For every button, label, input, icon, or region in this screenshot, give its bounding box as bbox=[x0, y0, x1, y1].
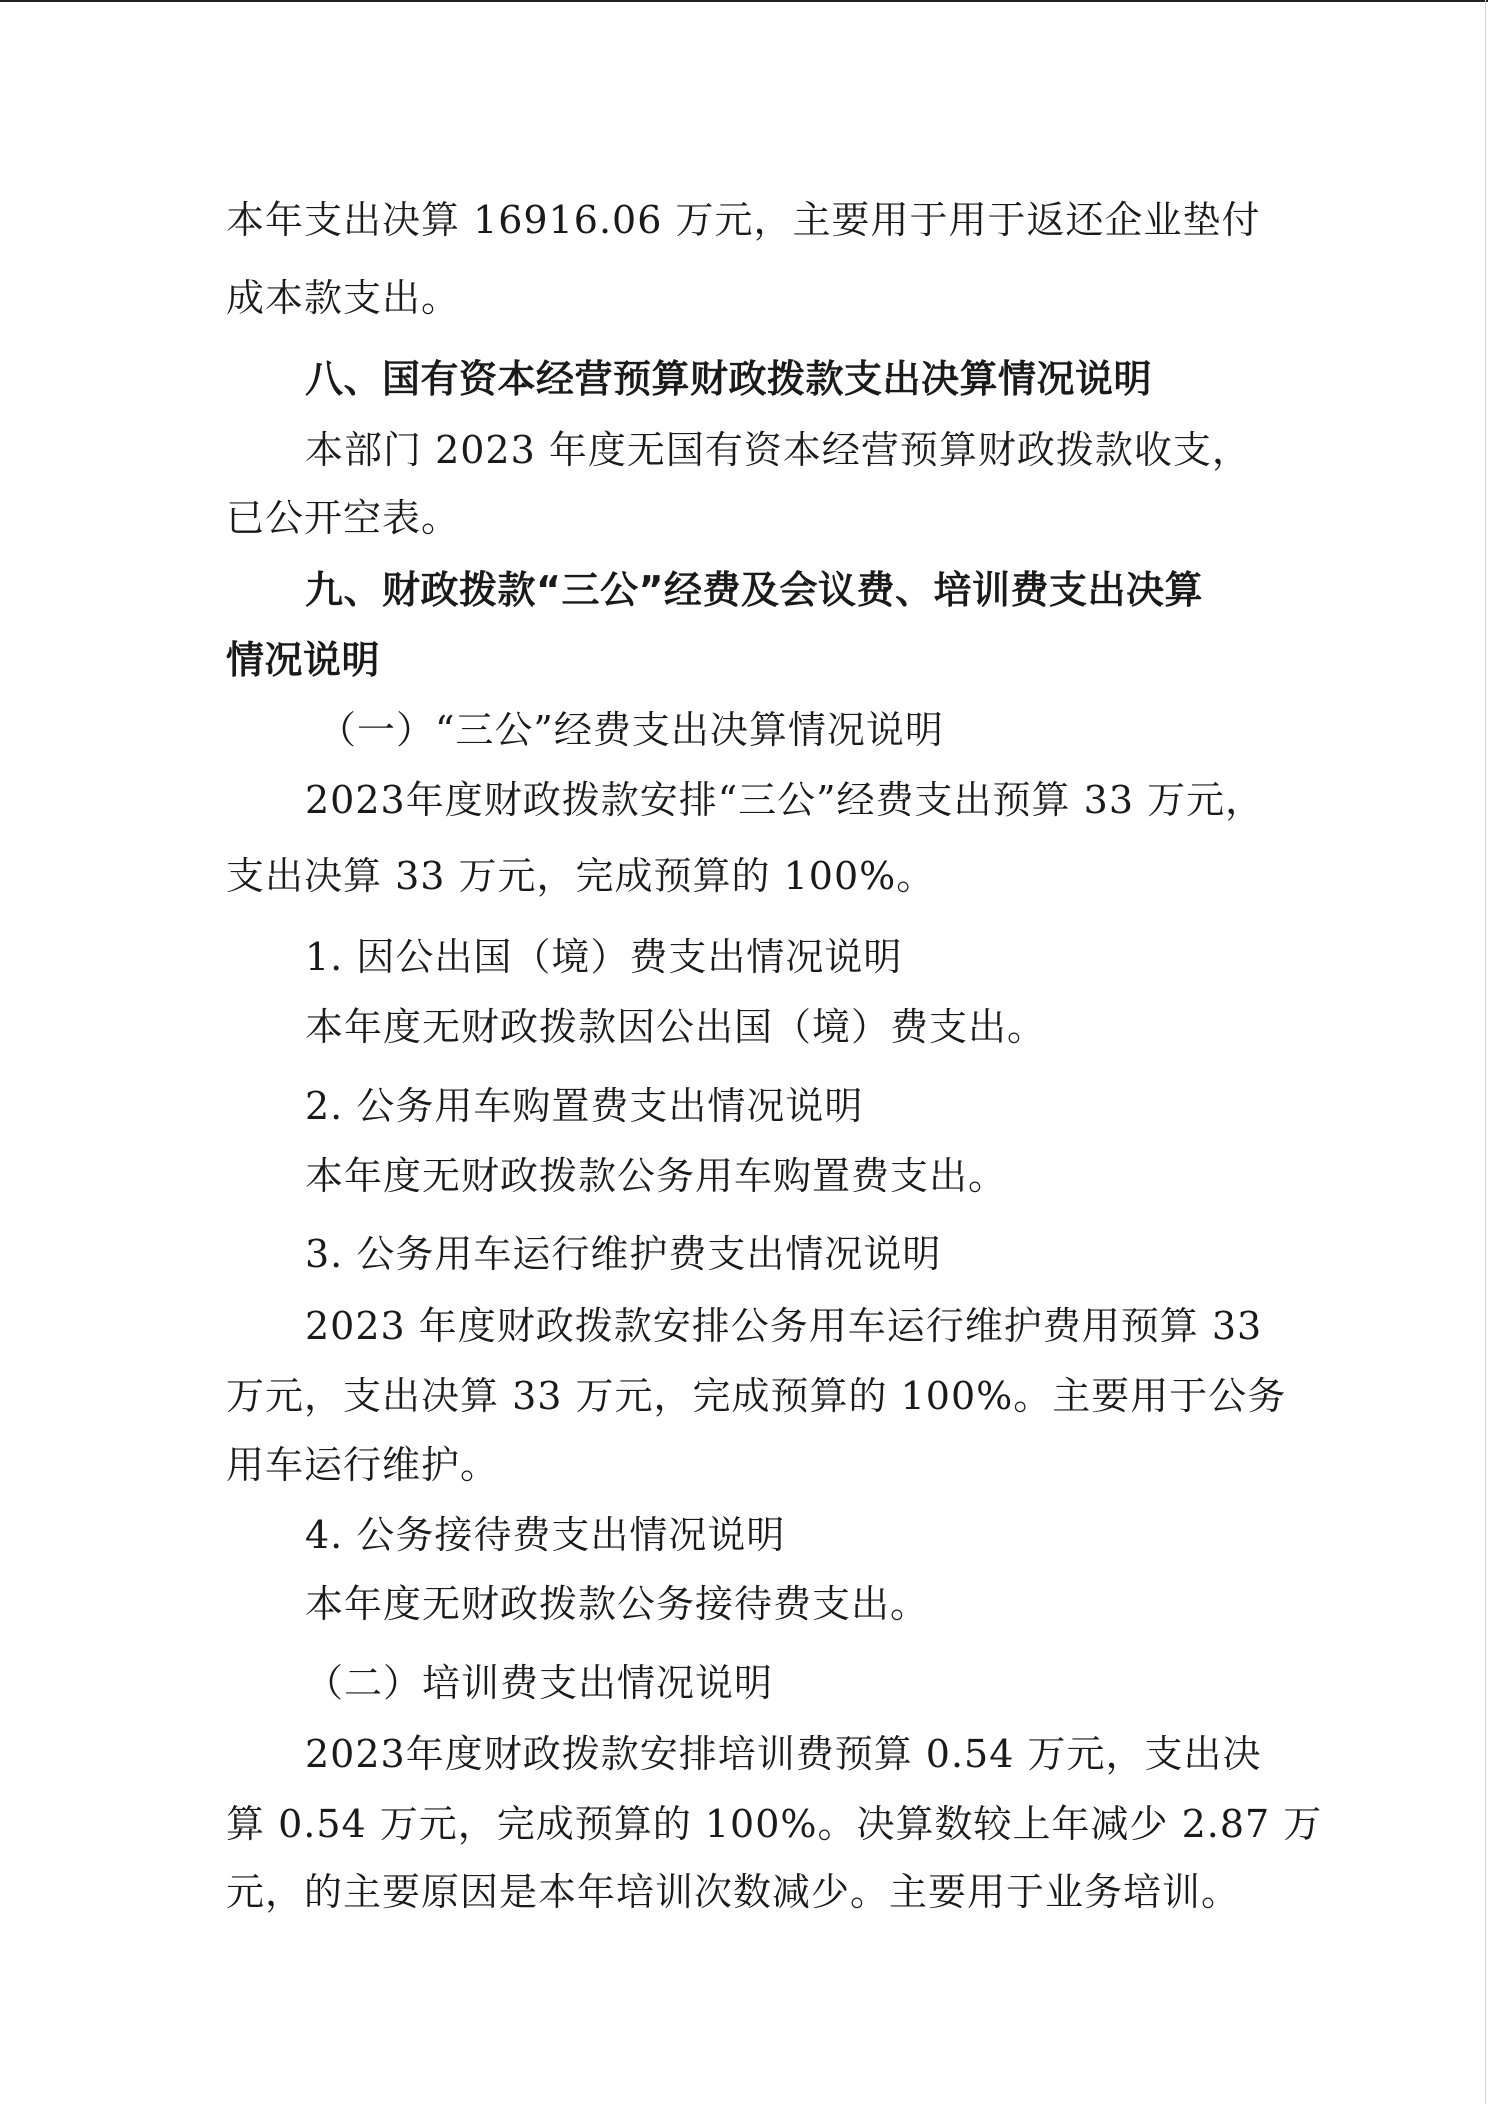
paragraph-line: 已公开空表。 bbox=[226, 496, 461, 540]
paragraph-line: 本年度无财政拨款因公出国（境）费支出。 bbox=[305, 1005, 1047, 1049]
paragraph-line: 2023年度财政拨款安排培训费预算 0.54 万元，支出决 bbox=[305, 1732, 1262, 1776]
paragraph-line: 元，的主要原因是本年培训次数减少。主要用于业务培训。 bbox=[226, 1870, 1241, 1914]
paragraph-line: 本年支出决算 16916.06 万元，主要用于用于返还企业垫付 bbox=[226, 198, 1261, 242]
item-heading-3: 3. 公务用车运行维护费支出情况说明 bbox=[305, 1232, 942, 1276]
paragraph-line: 本年度无财政拨款公务接待费支出。 bbox=[305, 1582, 930, 1626]
section-heading-9: 九、财政拨款“三公”经费及会议费、培训费支出决算 bbox=[305, 568, 1203, 612]
section-heading-9-cont: 情况说明 bbox=[226, 638, 381, 682]
section-heading-8: 八、国有资本经营预算财政拨款支出决算情况说明 bbox=[305, 357, 1153, 401]
paragraph-line: 2023年度财政拨款安排“三公”经费支出预算 33 万元， bbox=[305, 778, 1265, 822]
item-heading-1: 1. 因公出国（境）费支出情况说明 bbox=[305, 935, 903, 979]
item-heading-2: 2. 公务用车购置费支出情况说明 bbox=[305, 1084, 864, 1128]
paragraph-line: 用车运行维护。 bbox=[226, 1443, 500, 1487]
item-heading-4: 4. 公务接待费支出情况说明 bbox=[305, 1513, 786, 1557]
page-right-border bbox=[1485, 0, 1486, 2104]
subsection-heading-1: （一）“三公”经费支出决算情况说明 bbox=[318, 708, 944, 752]
subsection-heading-2: （二）培训费支出情况说明 bbox=[305, 1661, 774, 1705]
paragraph-line: 本部门 2023 年度无国有资本经营预算财政拨款收支， bbox=[305, 428, 1251, 472]
paragraph-line: 本年度无财政拨款公务用车购置费支出。 bbox=[305, 1154, 1008, 1198]
page-top-border bbox=[0, 0, 1488, 2]
paragraph-line: 支出决算 33 万元，完成预算的 100%。 bbox=[226, 854, 936, 898]
paragraph-line: 算 0.54 万元，完成预算的 100%。决算数较上年减少 2.87 万 bbox=[226, 1802, 1323, 1846]
paragraph-line: 万元，支出决算 33 万元，完成预算的 100%。主要用于公务 bbox=[226, 1374, 1287, 1418]
paragraph-line: 成本款支出。 bbox=[226, 276, 461, 320]
paragraph-line: 2023 年度财政拨款安排公务用车运行维护费用预算 33 bbox=[305, 1304, 1263, 1348]
